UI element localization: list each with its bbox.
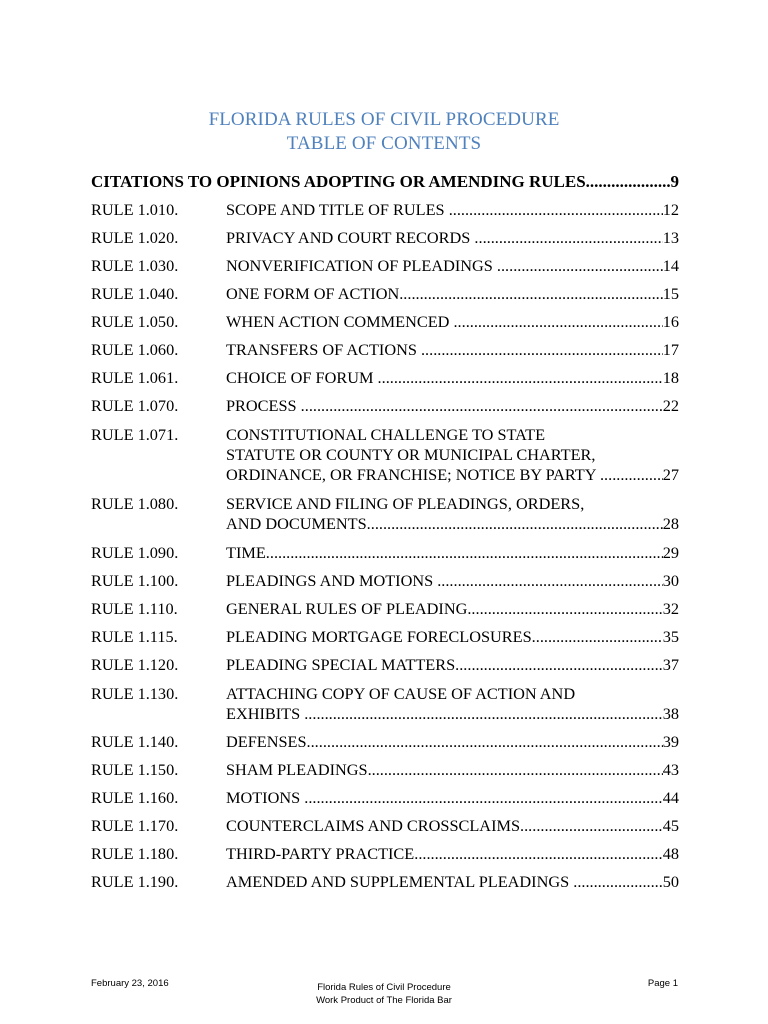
rule-title-text: PLEADINGS AND MOTIONS — [226, 571, 438, 590]
rule-title-line — [226, 396, 679, 416]
rule-page-number: 50 — [662, 872, 679, 891]
rule-number: RULE 1.071. — [91, 425, 179, 444]
rule-title-text: TRANSFERS OF ACTIONS — [226, 340, 421, 359]
rule-title-line — [226, 655, 679, 675]
dot-leader — [520, 816, 663, 836]
toc-entry — [91, 816, 679, 836]
rule-title — [226, 228, 679, 248]
footer-title: Florida Rules of Civil Procedure — [317, 982, 451, 993]
rule-number: RULE 1.160. — [91, 788, 179, 807]
rule-page-number: 44 — [662, 788, 679, 807]
dot-leader — [307, 732, 663, 752]
toc-entry — [91, 396, 679, 416]
citations-entry — [91, 172, 679, 192]
rule-title-text: ONE FORM OF ACTION — [226, 284, 400, 303]
rule-number: RULE 1.040. — [91, 284, 179, 303]
rule-page-number: 18 — [662, 368, 679, 387]
rule-title-line — [226, 425, 679, 445]
toc-entry — [91, 494, 679, 534]
toc-entry — [91, 684, 679, 724]
rule-title — [226, 396, 679, 416]
rule-page-number: 29 — [662, 543, 679, 562]
rule-title-text: STATUTE OR COUNTY OR MUNICIPAL CHARTER, — [226, 445, 596, 464]
dot-leader — [301, 396, 663, 416]
rule-page-number: 12 — [662, 200, 679, 219]
dot-leader — [437, 571, 663, 591]
rule-title-line — [226, 816, 679, 836]
toc-entry — [91, 872, 679, 892]
rule-title-line — [226, 627, 679, 647]
rule-title — [226, 599, 679, 619]
rule-title — [226, 760, 679, 780]
rule-title — [226, 788, 679, 808]
rule-title — [226, 312, 679, 332]
dot-leader — [573, 872, 662, 892]
toc-entry — [91, 599, 679, 619]
rule-page-number: 22 — [662, 396, 679, 415]
rule-title-text: PLEADING MORTGAGE FORECLOSURES — [226, 627, 532, 646]
rule-title-text: SCOPE AND TITLE OF RULES — [226, 200, 449, 219]
rule-title — [226, 425, 679, 485]
rule-title — [226, 816, 679, 836]
rule-page-number: 35 — [662, 627, 679, 646]
rule-title-line — [226, 284, 679, 304]
footer-date: February 23, 2016 — [91, 978, 169, 989]
rule-number: RULE 1.120. — [91, 655, 179, 674]
rule-page-number: 30 — [662, 571, 679, 590]
rule-title — [226, 844, 679, 864]
dot-leader — [367, 514, 663, 534]
dot-leader — [304, 788, 662, 808]
toc-entry — [91, 284, 679, 304]
toc-entry — [91, 655, 679, 675]
toc-entry — [91, 200, 679, 220]
rule-title-text: THIRD-PARTY PRACTICE — [226, 844, 415, 863]
footer-page-number: Page 1 — [647, 978, 678, 989]
rule-title-text: SHAM PLEADINGS — [226, 760, 368, 779]
rule-number: RULE 1.050. — [91, 312, 179, 331]
citations-label: CITATIONS TO OPINIONS ADOPTING OR AMENDING RULES — [91, 172, 586, 191]
toc-entry — [91, 368, 679, 388]
rule-page-number: 39 — [662, 732, 679, 751]
rule-page-number: 16 — [662, 312, 679, 331]
rule-number: RULE 1.060. — [91, 340, 179, 359]
rule-title-text: CONSTITUTIONAL CHALLENGE TO STATE — [226, 425, 546, 444]
toc-entry — [91, 760, 679, 780]
document-subtitle: TABLE OF CONTENTS — [286, 133, 482, 154]
rule-page-number: 28 — [662, 514, 679, 533]
dot-leader — [399, 284, 662, 304]
footer-publisher: Work Product of The Florida Bar — [316, 995, 452, 1006]
rule-title-line — [226, 760, 679, 780]
rule-title-line — [226, 200, 679, 220]
rule-number: RULE 1.030. — [91, 256, 179, 275]
rule-page-number: 17 — [662, 340, 679, 359]
rule-title-text: EXHIBITS — [226, 704, 305, 723]
rule-title-text: CHOICE OF FORUM — [226, 368, 378, 387]
toc-list — [91, 200, 679, 892]
dot-leader — [378, 368, 663, 388]
rule-page-number: 14 — [662, 256, 679, 275]
rule-page-number: 13 — [662, 228, 679, 247]
rule-title-line — [226, 684, 679, 704]
rule-number: RULE 1.110. — [91, 599, 178, 618]
rule-number: RULE 1.080. — [91, 494, 179, 513]
rule-title-text: GENERAL RULES OF PLEADING — [226, 599, 468, 618]
toc-entry — [91, 571, 679, 591]
rule-number: RULE 1.100. — [91, 571, 179, 590]
rule-title — [226, 627, 679, 647]
dot-leader — [453, 312, 662, 332]
rule-number: RULE 1.061. — [91, 368, 179, 387]
rule-title-line — [226, 256, 679, 276]
rule-title-text: ATTACHING COPY OF CAUSE OF ACTION AND — [226, 684, 576, 703]
rule-title-text: PRIVACY AND COURT RECORDS — [226, 228, 475, 247]
rule-title-line — [226, 599, 679, 619]
rule-page-number: 45 — [662, 816, 679, 835]
rule-title — [226, 340, 679, 360]
rule-title-line — [226, 704, 679, 724]
rule-title-line — [226, 340, 679, 360]
rule-title-line — [226, 465, 679, 485]
rule-title-line — [226, 514, 679, 534]
toc-entry — [91, 543, 679, 563]
rule-number: RULE 1.020. — [91, 228, 179, 247]
rule-title-text: SERVICE AND FILING OF PLEADINGS, ORDERS, — [226, 494, 585, 513]
rule-title — [226, 494, 679, 534]
rule-title-line — [226, 228, 679, 248]
rule-page-number: 27 — [662, 465, 679, 484]
rule-title-line — [226, 445, 679, 465]
rule-title — [226, 200, 679, 220]
toc-entry — [91, 228, 679, 248]
dot-leader — [421, 340, 663, 360]
toc-entry — [91, 788, 679, 808]
rule-title-line — [226, 844, 679, 864]
rule-title-line — [226, 494, 679, 514]
rule-title-text: PROCESS — [226, 396, 301, 415]
rule-number: RULE 1.170. — [91, 816, 179, 835]
rule-page-number: 37 — [662, 655, 679, 674]
rule-title — [226, 256, 679, 276]
rule-page-number: 38 — [662, 704, 679, 723]
rule-number: RULE 1.190. — [91, 872, 179, 891]
rule-title-line — [226, 543, 679, 563]
dot-leader — [455, 655, 663, 675]
rule-number: RULE 1.140. — [91, 732, 179, 751]
rule-title — [226, 368, 679, 388]
citations-page: 9 — [670, 172, 679, 191]
rule-page-number: 15 — [662, 284, 679, 303]
dot-leader — [474, 228, 662, 248]
rule-number: RULE 1.090. — [91, 543, 179, 562]
rule-title-line — [226, 872, 679, 892]
rule-title — [226, 684, 679, 724]
dot-leader — [600, 465, 663, 485]
toc-entry — [91, 340, 679, 360]
rule-title-text: WHEN ACTION COMMENCED — [226, 312, 454, 331]
rule-page-number: 43 — [662, 760, 679, 779]
toc-entry — [91, 312, 679, 332]
rule-title-text: PLEADING SPECIAL MATTERS — [226, 655, 456, 674]
rule-title-line — [226, 368, 679, 388]
rule-title-text: MOTIONS — [226, 788, 305, 807]
rule-number: RULE 1.115. — [91, 627, 178, 646]
dot-leader — [266, 543, 663, 563]
rule-title-text: ORDINANCE, OR FRANCHISE; NOTICE BY PARTY — [226, 465, 600, 484]
toc-entry — [91, 256, 679, 276]
rule-title-text: AMENDED AND SUPPLEMENTAL PLEADINGS — [226, 872, 574, 891]
rule-number: RULE 1.150. — [91, 760, 179, 779]
rule-number: RULE 1.010. — [91, 200, 179, 219]
rule-title — [226, 571, 679, 591]
dot-leader — [586, 172, 671, 192]
rule-title-text: COUNTERCLAIMS AND CROSSCLAIMS — [226, 816, 521, 835]
document-title: FLORIDA RULES OF CIVIL PROCEDURE — [208, 109, 560, 130]
toc-entry — [91, 732, 679, 752]
dot-leader — [304, 704, 662, 724]
dot-leader — [532, 627, 663, 647]
rule-number: RULE 1.070. — [91, 396, 179, 415]
rule-title-text: TIME — [226, 543, 266, 562]
dot-leader — [467, 599, 662, 619]
rule-title — [226, 284, 679, 304]
dot-leader — [497, 256, 663, 276]
rule-title-line — [226, 788, 679, 808]
rule-title — [226, 543, 679, 563]
rule-title-text: NONVERIFICATION OF PLEADINGS — [226, 256, 497, 275]
rule-title-text: DEFENSES — [226, 732, 307, 751]
rule-title-text: AND DOCUMENTS — [226, 514, 367, 533]
dot-leader — [368, 760, 663, 780]
dot-leader — [414, 844, 662, 864]
rule-title-line — [226, 732, 679, 752]
rule-title — [226, 872, 679, 892]
rule-title — [226, 732, 679, 752]
toc-entry — [91, 425, 679, 485]
rule-title-line — [226, 312, 679, 332]
rule-page-number: 32 — [662, 599, 679, 618]
rule-number: RULE 1.130. — [91, 684, 179, 703]
rule-page-number: 48 — [662, 844, 679, 863]
rule-number: RULE 1.180. — [91, 844, 179, 863]
dot-leader — [449, 200, 663, 220]
rule-title-line — [226, 571, 679, 591]
toc-entry — [91, 844, 679, 864]
rule-title — [226, 655, 679, 675]
toc-entry — [91, 627, 679, 647]
